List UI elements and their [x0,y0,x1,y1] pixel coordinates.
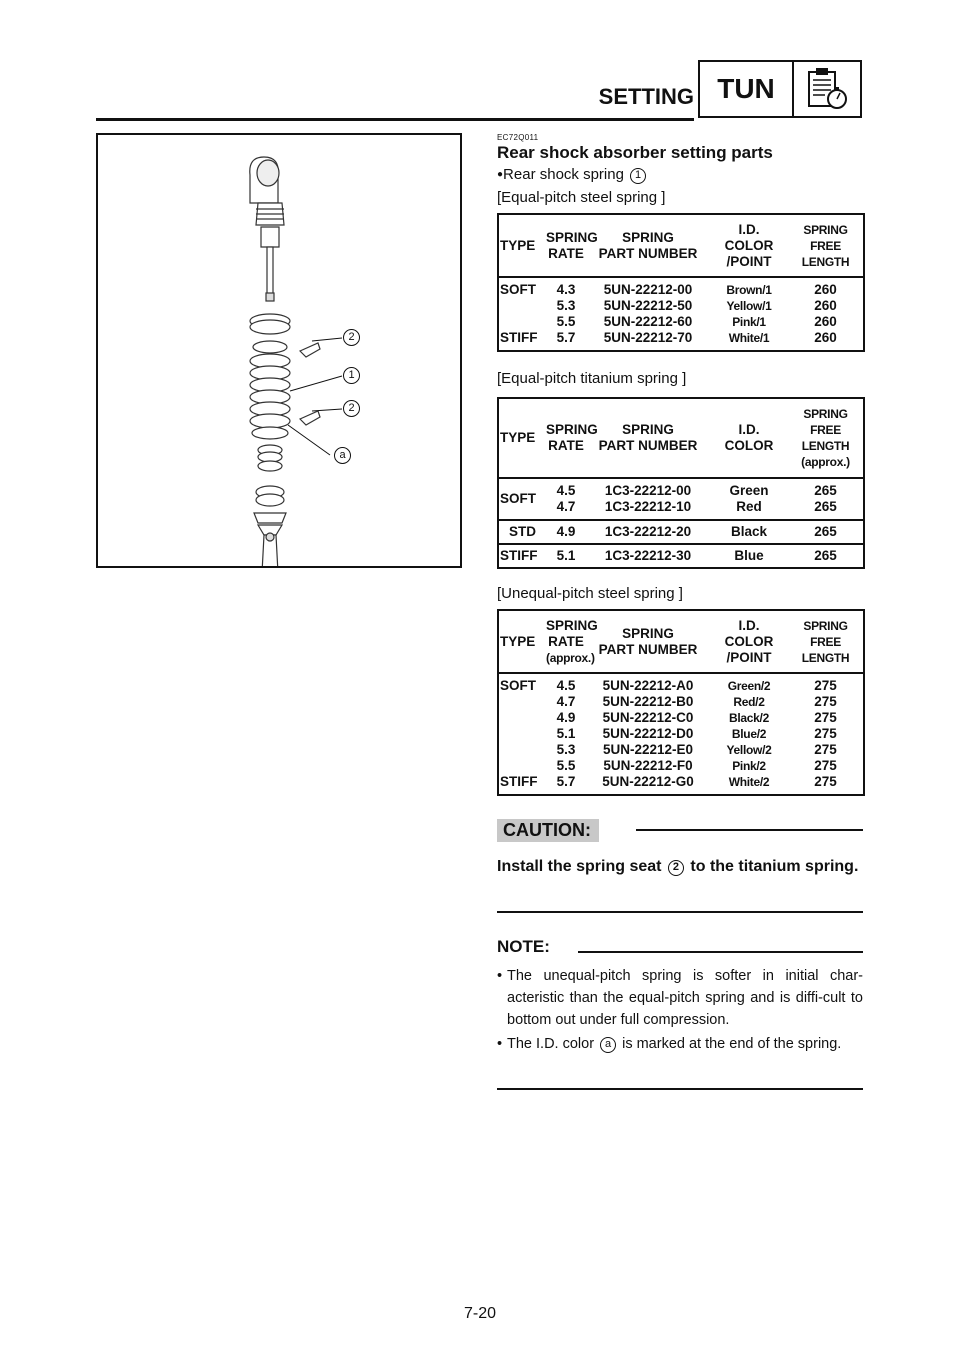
table3-title: [Unequal-pitch steel spring ] [497,585,683,602]
note-bullet-2-end: is marked at the end of the spring. [622,1036,842,1052]
doc-code: EC72Q011 [497,133,539,142]
table1-title: [Equal-pitch steel spring ] [497,189,666,206]
length-value: 260 [814,298,837,313]
table-row [498,277,864,351]
part-value: 5UN-22212-60 [603,314,693,329]
col-type: TYPE [498,398,546,478]
type-cell: SOFT [500,491,536,506]
type-stiff: STIFF [500,774,538,789]
length-value: 260 [814,314,837,329]
table-equal-pitch-steel [497,213,865,352]
part-value: 5UN-22212-00 [603,282,693,297]
col-part: SPRING PART NUMBER [586,214,710,277]
col-part: SPRING PART NUMBER [586,398,710,478]
callout-1: 1 [343,367,360,384]
note-rule [578,951,863,953]
color-value: Black/2 [729,711,769,725]
rate-value: 4.9 [546,520,586,544]
type-cell [498,277,546,351]
color-value: Red/2 [733,695,765,709]
bullet-intro: ●Rear shock spring 1 [497,166,863,184]
ref-a: a [600,1037,616,1053]
color-value: Pink/1 [732,315,766,329]
col-type: TYPE [498,214,546,277]
rate-value: 4.9 [556,710,576,725]
part-cell [586,673,710,795]
color-value: Yellow/1 [726,299,772,313]
table-row [498,520,864,544]
caution-rule [636,829,863,831]
rate-value: 5.1 [556,726,576,741]
length-value: 275 [814,694,837,709]
page-title: SETTING [598,84,694,109]
caution-text-end: to the titanium spring. [690,858,859,875]
rate-value: 5.5 [556,314,576,329]
length-value: 275 [814,774,837,789]
length-cell [788,478,864,520]
col-color: I.D. COLOR /POINT [710,214,788,277]
note-end-rule [497,1088,863,1090]
note-bullet-2: • The I.D. color a is marked at the end of the spring. [497,1036,842,1052]
color-value: Green/2 [727,679,771,693]
length-value: 275 [814,758,837,773]
part-value: 1C3-22212-20 [586,520,710,544]
type-soft: SOFT [500,282,536,297]
part-value: 1C3-22212-00 [604,483,692,498]
col-rate: SPRING RATE [546,398,586,478]
table-row [498,673,864,795]
color-value: Black [710,520,788,544]
clipboard-timer-icon [794,62,860,116]
length-cell [788,673,864,795]
table-row [498,478,864,520]
callout-a: a [334,447,351,464]
type-cell [498,673,546,795]
color-value: Yellow/2 [726,743,772,757]
length-value: 260 [814,330,837,345]
header-rule [96,118,694,121]
part-value: 5UN-22212-D0 [602,726,694,741]
part-value: 5UN-22212-E0 [602,742,694,757]
page-number: 7-20 [463,1305,497,1322]
length-cell [788,277,864,351]
part-cell [586,478,710,520]
length-value: 275 [814,678,837,693]
col-length: SPRING FREE LENGTH [788,214,864,277]
section-tab [698,60,862,118]
rate-cell [546,478,586,520]
length-value: 265 [788,544,864,568]
col-length: SPRING FREE LENGTH [788,610,864,673]
part-value: 5UN-22212-B0 [602,694,694,709]
part-value: 5UN-22212-A0 [602,678,694,693]
color-value: White/1 [728,331,770,345]
color-value: Blue [710,544,788,568]
section-label: TUN [700,62,794,116]
color-value: White/2 [728,775,770,789]
ref-1: 1 [630,168,646,184]
rate-value: 4.5 [556,678,576,693]
col-type: TYPE [498,610,546,673]
part-value: 5UN-22212-F0 [603,758,693,773]
callout-2-bottom: 2 [343,400,360,417]
type-stiff: STIFF [500,330,538,345]
rate-value: 5.7 [556,330,576,345]
color-value: Pink/2 [732,759,766,773]
shock-absorber-illustration [96,133,462,568]
section-heading: Rear shock absorber setting parts [497,143,773,162]
rate-value: 5.5 [556,758,576,773]
rate-value: 5.3 [556,298,576,313]
part-value: 1C3-22212-30 [586,544,710,568]
length-value: 260 [814,282,837,297]
caution-label: CAUTION: [497,819,599,842]
color-cell [710,277,788,351]
caution-text [497,855,863,879]
table-unequal-pitch-steel [497,609,865,796]
caution-text-start: Install the spring seat [497,858,662,875]
part-value: 5UN-22212-70 [603,330,693,345]
note-label: NOTE: [497,937,550,956]
color-cell [710,673,788,795]
length-value: 275 [814,742,837,757]
rate-value: 4.7 [556,499,576,514]
col-rate: SPRING RATE (approx.) [546,610,586,673]
col-color: I.D. COLOR [710,398,788,478]
length-value: 265 [814,499,837,514]
rate-value: 4.3 [556,282,576,297]
color-value: Blue/2 [731,727,767,741]
rate-value: 5.1 [546,544,586,568]
color-value: Green [729,483,769,498]
rate-value: 4.5 [556,483,576,498]
part-value: 5UN-22212-G0 [602,774,694,789]
table2-title: [Equal-pitch titanium spring ] [497,370,687,387]
note-bullet-1: • The unequal-pitch spring is softer in initial char-acteristic than the equal-pitch spring and is diffi-cult to bottom out under full compression. [497,965,863,1031]
rate-value: 5.3 [556,742,576,757]
length-value: 275 [814,710,837,725]
table-row [498,544,864,568]
note-bullet-1-text: The unequal-pitch spring is softer in initial char-acteristic than the equal-pitch spring and is diffi-cult to bottom out under full compression. [507,968,863,1028]
rate-cell [546,277,586,351]
callout-2-top: 2 [343,329,360,346]
type-cell: STIFF [498,544,546,568]
col-length: SPRING FREE LENGTH (approx.) [788,398,864,478]
type-cell: STD [498,520,546,544]
rate-value: 4.7 [556,694,576,709]
table-equal-pitch-titanium [497,397,865,569]
color-value: Brown/1 [726,283,772,297]
color-cell [710,478,788,520]
length-value: 265 [788,520,864,544]
rate-cell [546,673,586,795]
bullet-intro-text: Rear shock spring [503,166,624,183]
ref-2: 2 [668,860,684,876]
col-rate: SPRING RATE [546,214,586,277]
part-value: 5UN-22212-50 [603,298,693,313]
type-soft: SOFT [500,678,536,693]
col-part: SPRING PART NUMBER [586,610,710,673]
caution-end-rule [497,911,863,913]
color-value: Red [736,499,762,514]
part-value: 5UN-22212-C0 [602,710,694,725]
length-value: 275 [814,726,837,741]
part-cell [586,277,710,351]
rate-value: 5.7 [556,774,576,789]
col-color: I.D. COLOR /POINT [710,610,788,673]
note-bullet-2-start: The I.D. color [507,1036,595,1052]
length-value: 265 [814,483,837,498]
part-value: 1C3-22212-10 [604,499,692,514]
